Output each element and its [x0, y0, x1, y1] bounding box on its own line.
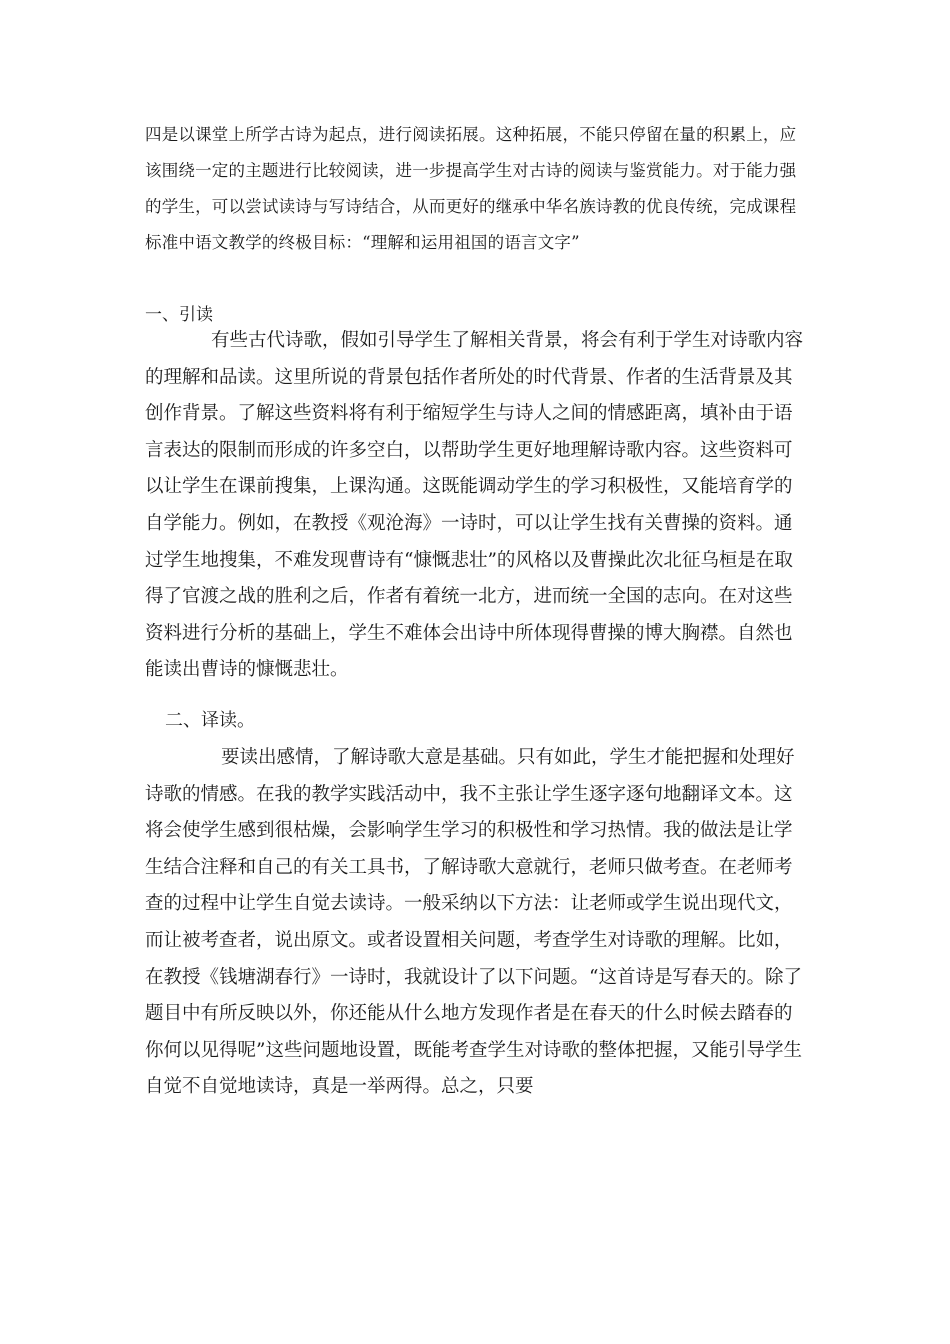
intro-paragraph: 四是以课堂上所学古诗为起点，进行阅读拓展。这种拓展，不能只停留在量的积累上，应该围绕一定的主题进行比较阅读，进一步提高学生对古诗的阅读与鉴赏能力。对于能力强的学生，可以尝试读诗与写诗结合，从而更好的继承中华名族诗教的优良传统，完成课程标准中语文教学的终极目标：“理解和运用祖国的语言文字”	[145, 125, 797, 252]
section-body-yindu: 有些古代诗歌，假如引导学生了解相关背景，将会有利于学生对诗歌内容的理解和品读。这里所说的背景包括作者所处的时代背景、作者的生活背景及其创作背景。了解这些资料将有利于缩短学生与诗人之间的情感距离，填补由于语言表达的限制而形成的许多空白，以帮助学生更好地理解诗歌内容。这些资料可以让学生在课前搜集，上课沟通。这既能调动学生的学习积极性，又能培育学的自学能力。例如，在教授《观沧海》一诗时，可以让学生找有关曹操的资料。通过学生地搜集，不难发现曹诗有“慷慨悲壮”的风格以及曹操此次北征乌桓是在取得了官渡之战的胜利之后，作者有着统一北方，进而统一全国的志向。在对这些资料进行分析的基础上，学生不难体会出诗中所体现得曹操的博大胸襟。自然也能读出曹诗的慷慨悲壮。	[145, 330, 804, 681]
section-heading-yindu: 一、引读	[145, 305, 213, 325]
section-heading-yidu: 二、译读。	[165, 710, 255, 731]
section-body-yidu: 要读出感情，了解诗歌大意是基础。只有如此，学生才能把握和处理好诗歌的情感。在我的教学实践活动中，我不主张让学生逐字逐句地翻译文本。这将会使学生感到很枯燥，会影响学生学习的积极性和学习热情。我的做法是让学生结合注释和自己的有关工具书，了解诗歌大意就行，老师只做考查。在老师考查的过程中让学生自觉去读诗。一般采纳以下方法：让老师或学生说出现代文，而让被考查者，说出原文。或者设置相关问题，考查学生对诗歌的理解。比如，在教授《钱塘湖春行》一诗时，我就设计了以下问题。“这首诗是写春天的。除了题目中有所反映以外，你还能从什么地方发现作者是在春天的什么时候去踏春的你何以见得呢”这些问题地设置，既能考查学生对诗歌的整体把握，又能引导学生自觉不自觉地读诗，真是一举两得。总之，只要	[145, 747, 802, 1098]
